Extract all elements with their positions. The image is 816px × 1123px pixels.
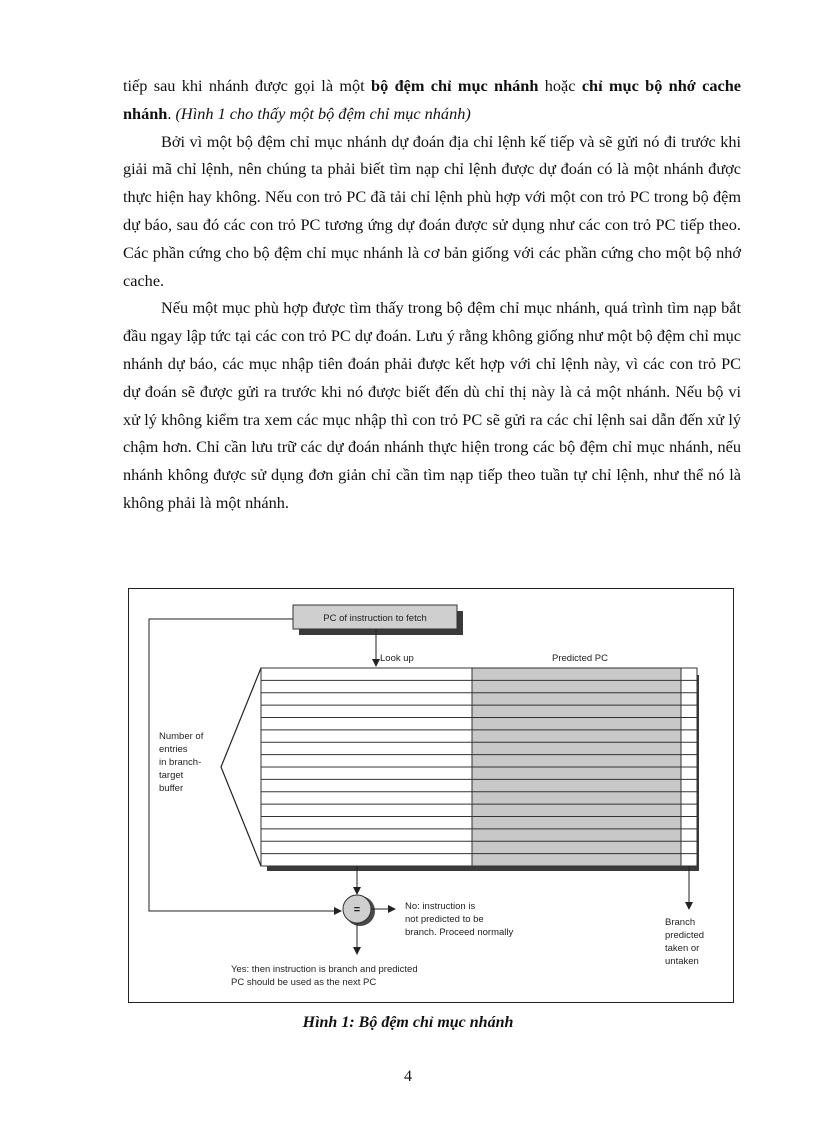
entries-label-3: in branch- bbox=[159, 757, 202, 768]
diagram-svg bbox=[129, 589, 735, 1004]
no-label-2: not predicted to be bbox=[405, 914, 484, 925]
predicted-pc-label: Predicted PC bbox=[552, 653, 608, 664]
no-label-3: branch. Proceed normally bbox=[405, 927, 514, 938]
branch-label-4: untaken bbox=[665, 956, 699, 967]
branch-label-1: Branch bbox=[665, 917, 696, 928]
figure-branch-target-buffer bbox=[128, 588, 734, 1003]
yes-label-2: PC should be used as the next PC bbox=[231, 977, 377, 988]
page-number: 4 bbox=[404, 1068, 412, 1085]
p1-figure-reference: (Hình 1 cho thấy một bộ đệm chỉ mục nhánh) bbox=[175, 103, 471, 123]
p1-bold-2: chỉ mục bộ nhớ cache nhánh bbox=[123, 76, 741, 123]
equals-symbol: = bbox=[353, 904, 361, 916]
entries-label-4: target bbox=[159, 770, 184, 781]
figure-caption: Hình 1: Bộ đệm chỉ mục nhánh bbox=[302, 1014, 514, 1031]
entries-label-1: Number of bbox=[159, 731, 204, 742]
body-text bbox=[123, 72, 741, 517]
branch-label-3: taken or bbox=[665, 943, 700, 954]
paragraph-2: Bởi vì một bộ đệm chỉ mục nhánh dự đoán địa chỉ lệnh kế tiếp và sẽ gửi nó đi trước khi giải mã chỉ lệnh, nên chúng ta phải biết tìm nạp chỉ lệnh được dự đoán có là một nhánh được thực hiện hay không. Nếu con trỏ PC đã tải chỉ lệnh phù hợp với một con trỏ PC trong bộ đệm dự báo, sau đó các con trỏ PC tương ứng dự đoán được sử dụng như các con trỏ PC tiếp theo. Các phần cứng cho bộ đệm chỉ mục nhánh là cơ bản giống với các phần cứng cho một bộ nhớ cache. bbox=[123, 131, 741, 290]
entries-label-2: entries bbox=[159, 744, 188, 755]
p1-text-1: tiếp sau khi nhánh được gọi là một bbox=[123, 76, 372, 95]
p1-text-2: hoặc bbox=[538, 76, 582, 95]
look-up-label: Look up bbox=[380, 653, 414, 664]
yes-label-1: Yes: then instruction is branch and predicted bbox=[231, 964, 418, 975]
branch-label-2: predicted bbox=[665, 930, 705, 941]
entries-bracket bbox=[221, 668, 261, 866]
no-label-1: No: instruction is bbox=[405, 901, 476, 912]
entries-label-5: buffer bbox=[159, 783, 184, 794]
p1-text-3: . bbox=[167, 103, 176, 123]
pc-box-label: PC of instruction to fetch bbox=[323, 613, 427, 624]
paragraph-3: Nếu một mục phù hợp được tìm thấy trong bộ đệm chỉ mục nhánh, quá trình tìm nạp bắt đầu ngay lập tức tại các con trỏ PC dự đoán. Lưu ý rằng không giống như một bộ đệm chỉ mục nhánh dự báo, các mục nhập tiên đoán phải được kết hợp với chỉ lệnh này, vì các con trỏ PC dự đoán sẽ được gửi ra trước khi nó được biết đến dù chỉ thị này là cả một nhánh. Nếu bộ vi xử lý không kiểm tra xem các mục nhập thì con trỏ PC sẽ gửi ra các chỉ lệnh sai dẫn đến xử lý chậm hơn. Chỉ cần lưu trữ các dự đoán nhánh thực hiện trong các bộ đệm chỉ mục nhánh, nếu nhánh không được sử dụng đơn giản chỉ cần tìm nạp tiếp theo tuần tự chỉ lệnh, như thể nó là không phải là một nhánh. bbox=[123, 298, 741, 512]
p1-bold-1: bộ đệm chỉ mục nhánh bbox=[371, 76, 539, 95]
paragraph-1 bbox=[123, 72, 741, 128]
